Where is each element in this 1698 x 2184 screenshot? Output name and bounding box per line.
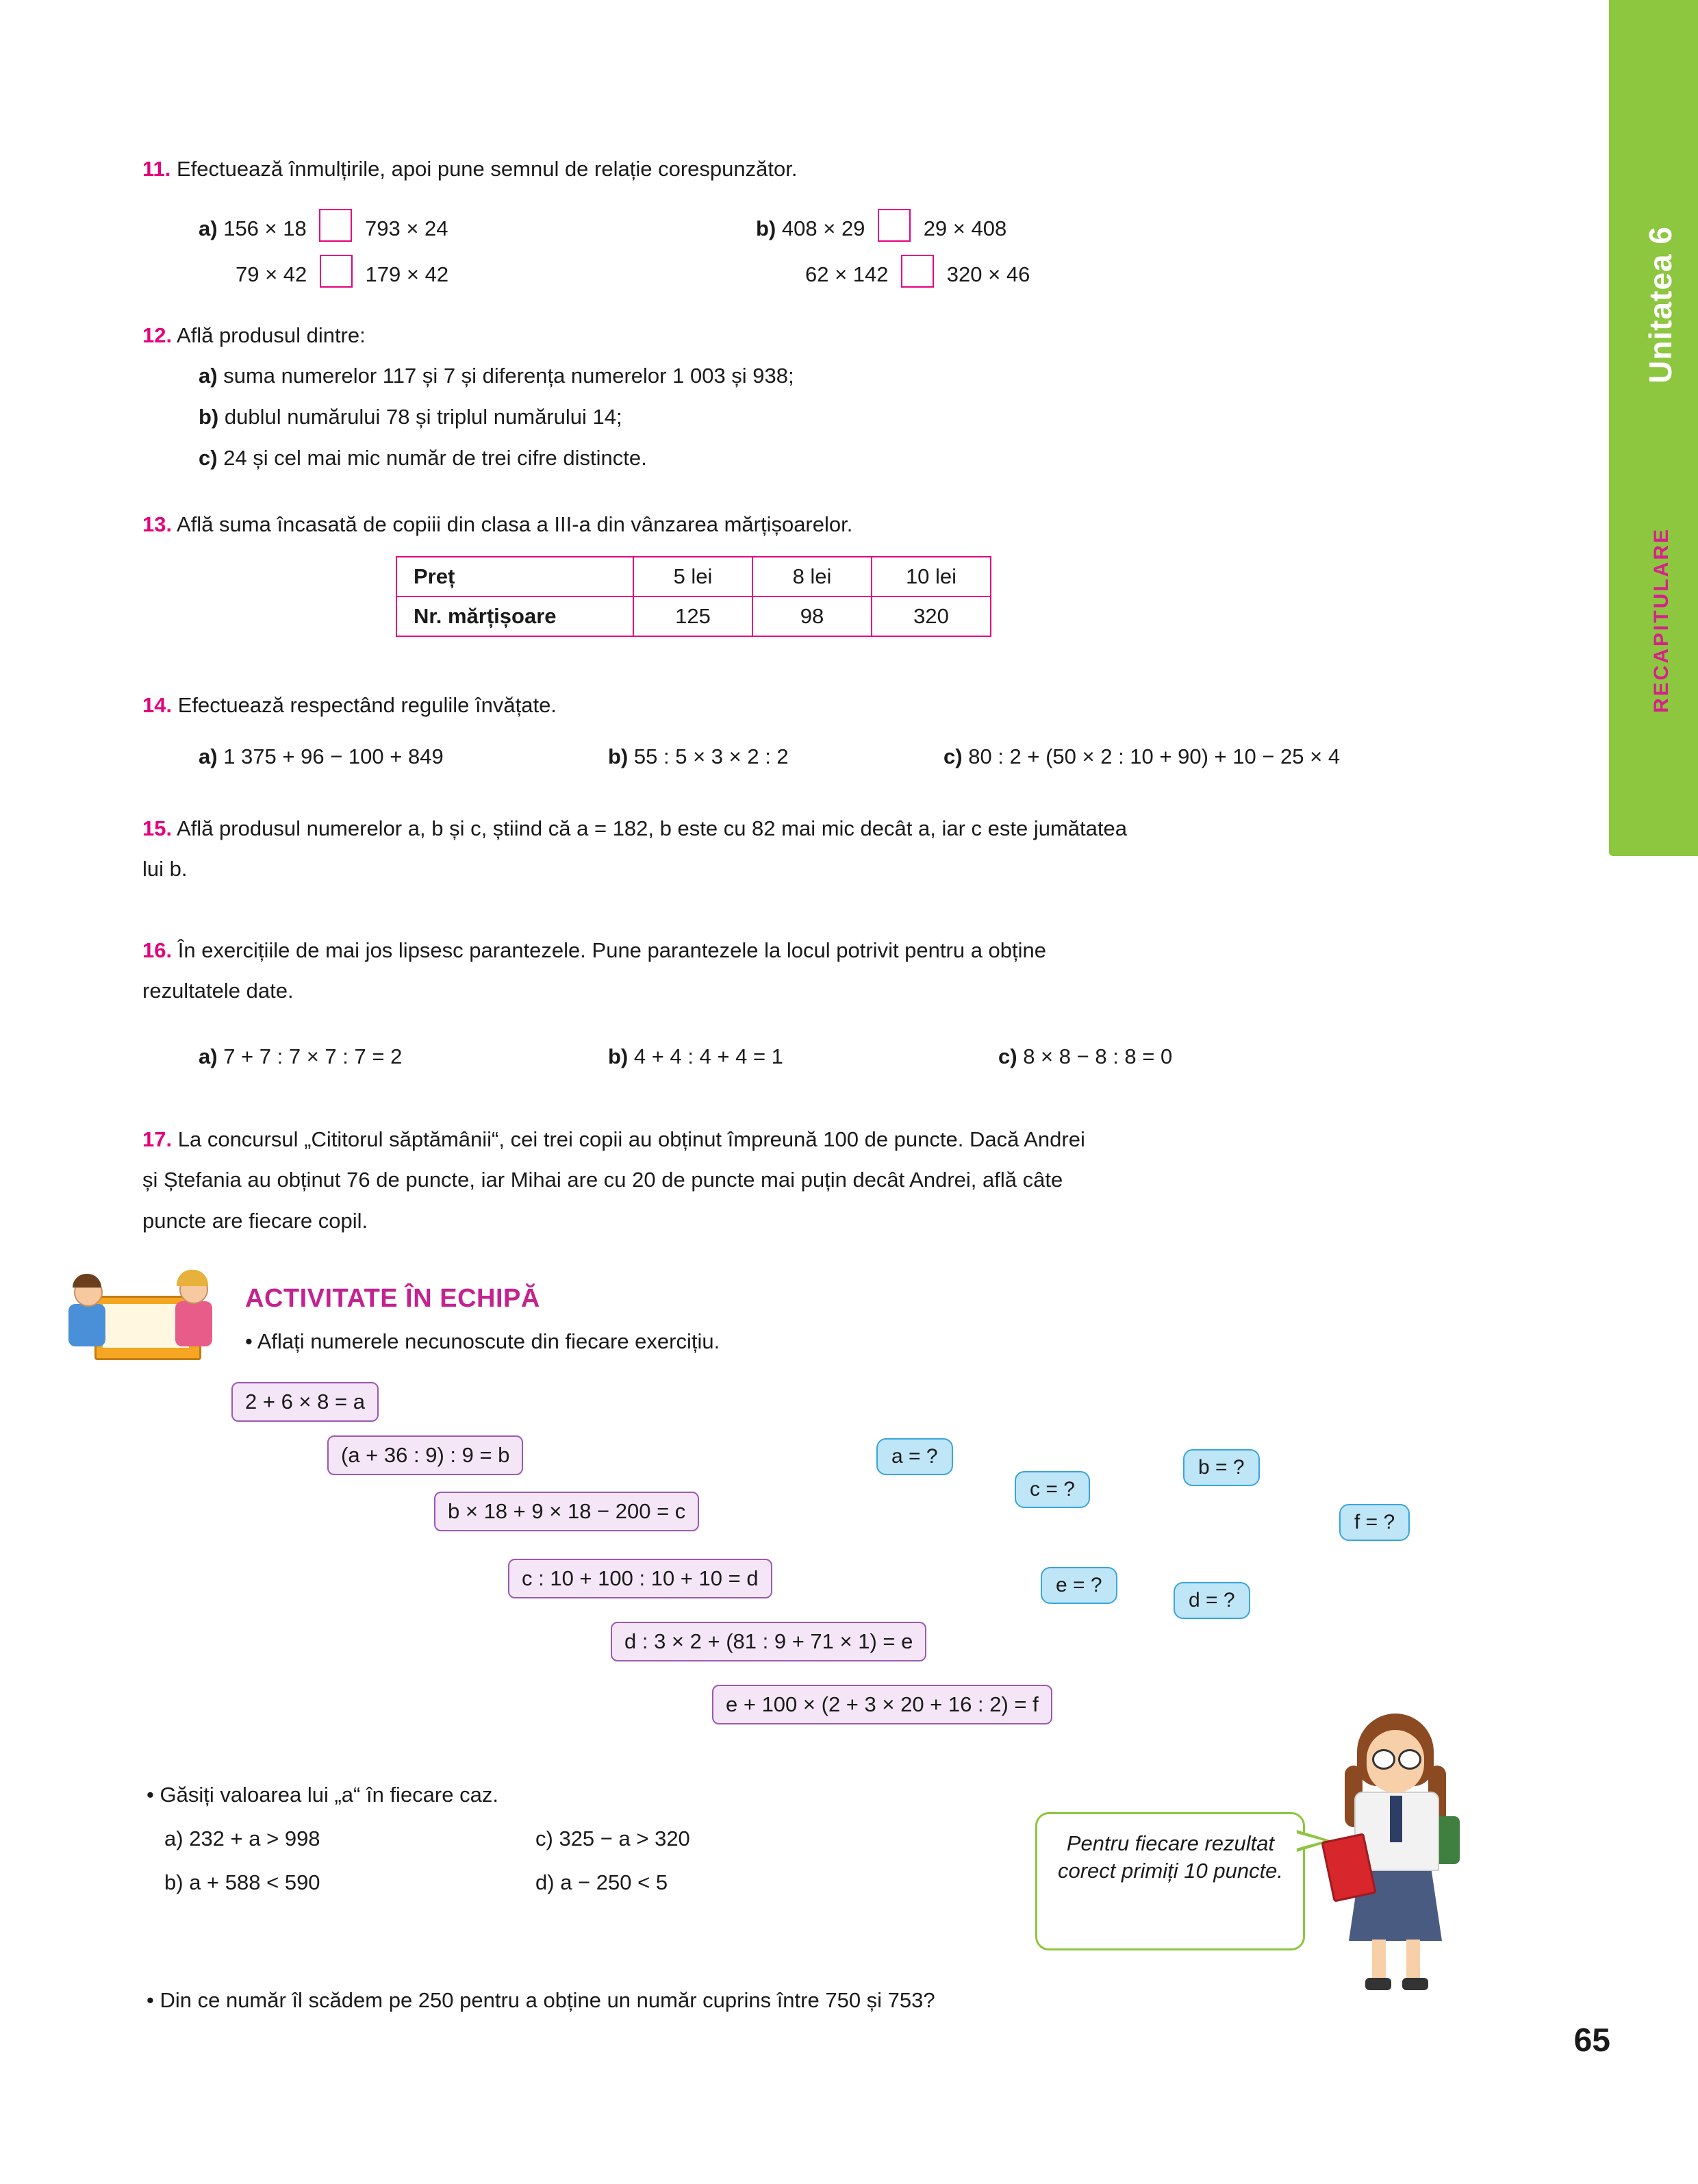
item-text: 24 și cel mai mic număr de trei cifre distincte. — [223, 446, 647, 470]
exercise-11-row2-a — [236, 255, 448, 289]
exercise-16-text-line2: rezultatele date. — [142, 979, 294, 1003]
case-text: a + 588 < 590 — [189, 1870, 320, 1894]
label-a: a) — [164, 1827, 183, 1850]
exercise-17-text-line2: și Ștefania au obținut 76 de puncte, iar Mihai are cu 20 de puncte mai puțin decât Andrei, află câte — [142, 1168, 1063, 1192]
exercise-12-item-a — [199, 362, 794, 390]
label-c: c) — [199, 446, 218, 470]
speech-bubble-text: Pentru fiecare rezultat corect primiți 10 puncte. — [1057, 1831, 1284, 1883]
team-activity-bullet-2: • Găsiți valoarea lui „a“ în fiecare caz. — [147, 1783, 498, 1807]
exercise-14-item-a — [199, 742, 444, 771]
boy-body — [68, 1304, 105, 1346]
exercise-17-text-line1: La concursul „Cititorul săptămânii“, cei trei copii au obținut împreună 100 de puncte. Dacă Andrei — [177, 1127, 1085, 1151]
label-b: b) — [608, 1044, 629, 1068]
label-a: a) — [199, 1044, 218, 1068]
girl-body — [175, 1301, 212, 1346]
case-text: a − 250 < 5 — [560, 1870, 668, 1894]
exercise-16-text-line1: În exercițiile de mai jos lipsesc parantezele. Pune parantezele la locul potrivit pentru a obține — [177, 938, 1047, 962]
section-tab-label: RECAPITULARE — [1650, 527, 1673, 714]
exercise-16-number: 16. — [142, 938, 173, 962]
label-b: b) — [756, 216, 776, 240]
expr-right: 320 × 46 — [946, 262, 1030, 286]
expr-right: 179 × 42 — [365, 262, 449, 286]
expr-left: 62 × 142 — [805, 262, 889, 286]
expr-right: 793 × 24 — [365, 216, 448, 240]
exercise-14-item-b — [608, 742, 789, 771]
exercise-12-item-c — [199, 444, 647, 473]
exercise-17-number: 17. — [142, 1127, 173, 1151]
team-activity-bullet-3: • Din ce număr îl scădem pe 250 pentru a obține un număr cuprins între 750 și 753? — [147, 1988, 935, 2012]
label-a: a) — [199, 744, 218, 768]
exercise-11-row2-b — [805, 255, 1030, 289]
item-text: dublul numărului 78 și triplul numărului 14; — [224, 405, 622, 429]
exercise-11-row1-a — [199, 209, 448, 243]
label-d: d) — [535, 1870, 555, 1894]
exercise-15-text-line1: Află produsul numerelor a, b și c, știind că a = 182, b este cu 82 mai mic decât a, iar c este jumătatea — [177, 816, 1127, 840]
exercise-14-item-c — [943, 742, 1340, 771]
girl-illustration — [1321, 1707, 1493, 1994]
equation-pill-c: b × 18 + 9 × 18 − 200 = c — [434, 1492, 699, 1531]
glasses-left-icon — [1372, 1749, 1395, 1770]
exercise-17-text-line3: puncte are fiecare copil. — [142, 1209, 368, 1233]
row-header: Preț — [396, 557, 633, 597]
exercise-16-item-a — [199, 1042, 402, 1071]
side-tab — [1609, 0, 1698, 2184]
cell: 8 lei — [752, 557, 872, 597]
exercise-16-item-b — [608, 1042, 783, 1071]
label-c: c) — [535, 1827, 553, 1850]
equation-pill-b: (a + 36 : 9) : 9 = b — [327, 1435, 523, 1475]
cell: 98 — [752, 597, 872, 636]
relation-box[interactable] — [901, 255, 934, 288]
cell: 125 — [633, 597, 752, 636]
martisoare-table — [396, 556, 991, 637]
exercise-14-number: 14. — [142, 693, 173, 717]
equation-pill-f: e + 100 × (2 + 3 × 20 + 16 : 2) = f — [712, 1685, 1052, 1724]
case-c — [535, 1824, 690, 1853]
item-text: 4 + 4 : 4 + 4 = 1 — [633, 1044, 783, 1068]
speech-bubble-tail-inner — [1294, 1833, 1324, 1849]
unit-tab-label: Unitatea 6 — [1643, 226, 1678, 384]
case-d — [535, 1868, 668, 1897]
exercise-17-title — [142, 1125, 1085, 1154]
exercise-15-number: 15. — [142, 816, 173, 840]
label-b: b) — [199, 405, 219, 429]
exercise-12-title — [142, 321, 366, 350]
cell: 10 lei — [872, 557, 991, 597]
exercise-14-title — [142, 690, 557, 720]
relation-box[interactable] — [319, 209, 352, 242]
case-text: 232 + a > 998 — [189, 1827, 320, 1850]
unit-tab-background — [1609, 0, 1698, 856]
exercise-13-number: 13. — [142, 512, 173, 536]
exercise-12-number: 12. — [142, 323, 173, 347]
answer-pill-e[interactable]: e = ? — [1041, 1567, 1117, 1604]
answer-pill-d[interactable]: d = ? — [1174, 1582, 1250, 1619]
exercise-11-text: Efectuează înmulțirile, apoi pune semnul de relație corespunzător. — [177, 157, 798, 181]
team-activity-bullet-1: • Aflați numerele necunoscute din fiecare exercițiu. — [245, 1329, 720, 1353]
case-text: 325 − a > 320 — [559, 1827, 690, 1850]
cell: 320 — [872, 597, 991, 636]
label-b: b) — [608, 744, 629, 768]
exercise-16-title — [142, 936, 1046, 965]
exercise-12-item-b — [199, 403, 622, 431]
exercise-13-title — [142, 510, 852, 539]
exercise-12-text: Află produsul dintre: — [177, 323, 366, 347]
exercise-11-number: 11. — [142, 157, 171, 181]
exercise-15-title — [142, 814, 1127, 843]
exercise-11-row1-b — [756, 209, 1006, 243]
case-b — [164, 1868, 320, 1897]
answer-pill-b[interactable]: b = ? — [1183, 1449, 1260, 1486]
exercise-15-text-line2: lui b. — [142, 857, 188, 881]
label-c: c) — [998, 1044, 1017, 1068]
equation-pill-a: 2 + 6 × 8 = a — [231, 1382, 379, 1422]
label-b: b) — [164, 1870, 183, 1894]
exercise-14-text: Efectuează respectând regulile învățate. — [177, 693, 557, 717]
item-text: 80 : 2 + (50 × 2 : 10 + 90) + 10 − 25 × 4 — [968, 744, 1341, 768]
team-activity-title: ACTIVITATE ÎN ECHIPĂ — [245, 1284, 540, 1313]
label-c: c) — [943, 744, 963, 768]
tie — [1390, 1796, 1402, 1842]
expr-left: 408 × 29 — [781, 216, 865, 240]
item-text: 55 : 5 × 3 × 2 : 2 — [633, 744, 789, 768]
item-text: suma numerelor 117 și 7 și diferența numerelor 1 003 și 938; — [223, 364, 794, 388]
label-a: a) — [199, 216, 218, 240]
row-header: Nr. mărțișoare — [396, 597, 633, 636]
exercise-13-text: Află suma încasată de copiii din clasa a III-a din vânzarea mărțișoarelor. — [177, 512, 853, 536]
relation-box[interactable] — [320, 255, 353, 288]
answer-pill-f[interactable]: f = ? — [1339, 1504, 1410, 1541]
page-number: 65 — [1573, 2022, 1610, 2059]
case-a — [164, 1824, 320, 1853]
table-row — [396, 597, 991, 636]
label-a: a) — [199, 364, 218, 388]
cell: 5 lei — [633, 557, 752, 597]
item-text: 1 375 + 96 − 100 + 849 — [223, 744, 444, 768]
answer-pill-c[interactable]: c = ? — [1015, 1471, 1090, 1508]
boy-hair — [73, 1274, 101, 1288]
equation-pill-d: c : 10 + 100 : 10 + 10 = d — [508, 1559, 772, 1598]
relation-box[interactable] — [878, 209, 911, 242]
glasses-right-icon — [1398, 1749, 1421, 1770]
item-text: 7 + 7 : 7 × 7 : 7 = 2 — [223, 1044, 403, 1068]
girl-hair — [177, 1270, 208, 1286]
shoe-right — [1402, 1978, 1428, 1990]
exercise-16-item-c — [998, 1042, 1172, 1071]
answer-pill-a[interactable]: a = ? — [876, 1438, 953, 1475]
leg-right — [1406, 1940, 1420, 1981]
expr-left: 156 × 18 — [223, 216, 307, 240]
item-text: 8 × 8 − 8 : 8 = 0 — [1023, 1044, 1173, 1068]
leg-left — [1372, 1940, 1386, 1981]
shoe-left — [1365, 1978, 1391, 1990]
table-row — [396, 557, 991, 597]
expr-left: 79 × 42 — [236, 262, 307, 286]
equation-pill-e: d : 3 × 2 + (81 : 9 + 71 × 1) = e — [611, 1622, 926, 1661]
expr-right: 29 × 408 — [923, 216, 1007, 240]
exercise-11-title — [142, 154, 1375, 184]
kids-illustration — [63, 1266, 234, 1368]
